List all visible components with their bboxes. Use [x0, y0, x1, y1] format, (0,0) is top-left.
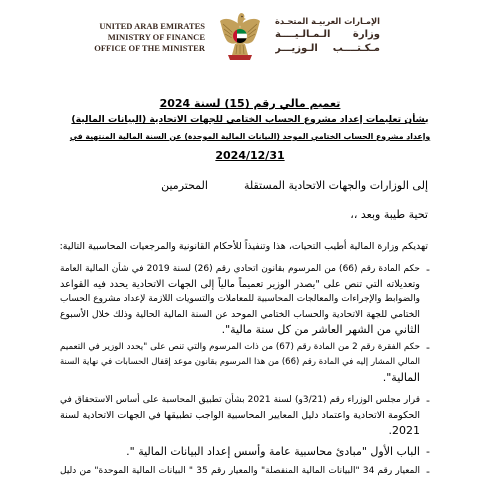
greeting-line: تحية طيبة وبعد ،، [350, 208, 428, 221]
circular-title-line: تعميم مالي رقم (15) لسنة 2024 [159, 97, 341, 110]
list-item-line: والضوابط والإجراءات والمعالجات المحاسبية للمعاملات والتسويات اللازمة لإعداد مشروع الحساب [60, 294, 420, 304]
list-item-line: الثاني من الشهر العاشر من كل سنة مالية". [221, 323, 420, 336]
country-name-en: UNITED ARAB EMIRATES [99, 21, 205, 31]
list-item-line: المعيار رقم 34 "البيانات المالية المنفصلة" والمعيار رقم 35 " البيانات المالية الموحدة" من دليل [60, 466, 420, 476]
office-name-en: OFFICE OF THE MINISTER [94, 43, 205, 53]
list-item-line: المالية". [382, 371, 420, 384]
list-marker: - [426, 445, 430, 458]
list-item-line: 2021. [388, 424, 420, 437]
list-item-line: وتعديلاته التي تنص على "يصدر الوزير تعميماً مالياً إلى الجهات الاتحادية يحدد فيه القواعد [60, 279, 420, 290]
circular-subject-line: وإعداد مشروع الحساب الختامي الموحد (البيانات المالية الموحدة) عن السنة المالية المنتهية في [69, 132, 431, 141]
list-item-line: الباب الأول "مبادئ محاسبية عامة وأسس إعداد البيانات المالية ". [126, 445, 420, 458]
list-item-line: حكم الفقرة رقم 2 من المادة رقم (67) من ذات المرسوم والتي تنص على "يحدد الوزير في التعميم [60, 342, 420, 352]
list-marker: - [426, 263, 430, 276]
list-item-line: حكم المادة رقم (66) من المرسوم بقانون اتحادي رقم (26) لسنة 2019 في شأن المالية العامة [60, 264, 420, 274]
list-item-line: المالي المشار إليه في المادة رقم (66) من هذا المرسوم بقانون موعد إقفال الحسابات في نهاية السنة [60, 357, 420, 367]
country-name-ar: الإمـارات العربيـة المتحـدة [275, 16, 380, 26]
circular-subject-line: بشأن تعليمات إعداد مشروع الحساب الختامي للجهات الاتحادية (البيانات المالية) [71, 114, 429, 125]
ministry-name-en: MINISTRY OF FINANCE [107, 32, 205, 42]
list-marker: - [426, 341, 430, 354]
honorific: المحترمين [161, 179, 208, 192]
recipient-line [60, 178, 428, 193]
recipient: إلى الوزارات والجهات الاتحادية المستقلة [243, 179, 428, 192]
list-item-line: الحكومة الاتحادية واعتماد دليل المعايير المحاسبية الواجب تطبيقها في الجهات الاتحادية لسنة [60, 410, 420, 421]
list-marker: - [426, 465, 430, 478]
ministry-name-ar: وزارة الـمـالـيــــة [275, 29, 380, 40]
list-item-line: قرار مجلس الوزراء رقم (3/21و) لسنة 2021 بشأن تطبيق المحاسبة على أساس الاستحقاق في [60, 395, 420, 405]
list-marker: - [426, 394, 430, 407]
office-name-ar: مـكـتــــب الـوزيـــر [275, 43, 380, 54]
circular-body [60, 0, 432, 480]
circular-date: 2024/12/31 [215, 149, 285, 162]
intro-paragraph: تهديكم وزارة المالية أطيب التحيات، هذا وتنفيذاً للأحكام القانونية والمرجعيات المحاسبية التالية: [60, 241, 428, 252]
list-item-line: الختامي للجهة الاتحادية والحساب الختامي الموحد عن السنة المالية الحالية وذلك خلال الأسبوع [60, 309, 420, 320]
